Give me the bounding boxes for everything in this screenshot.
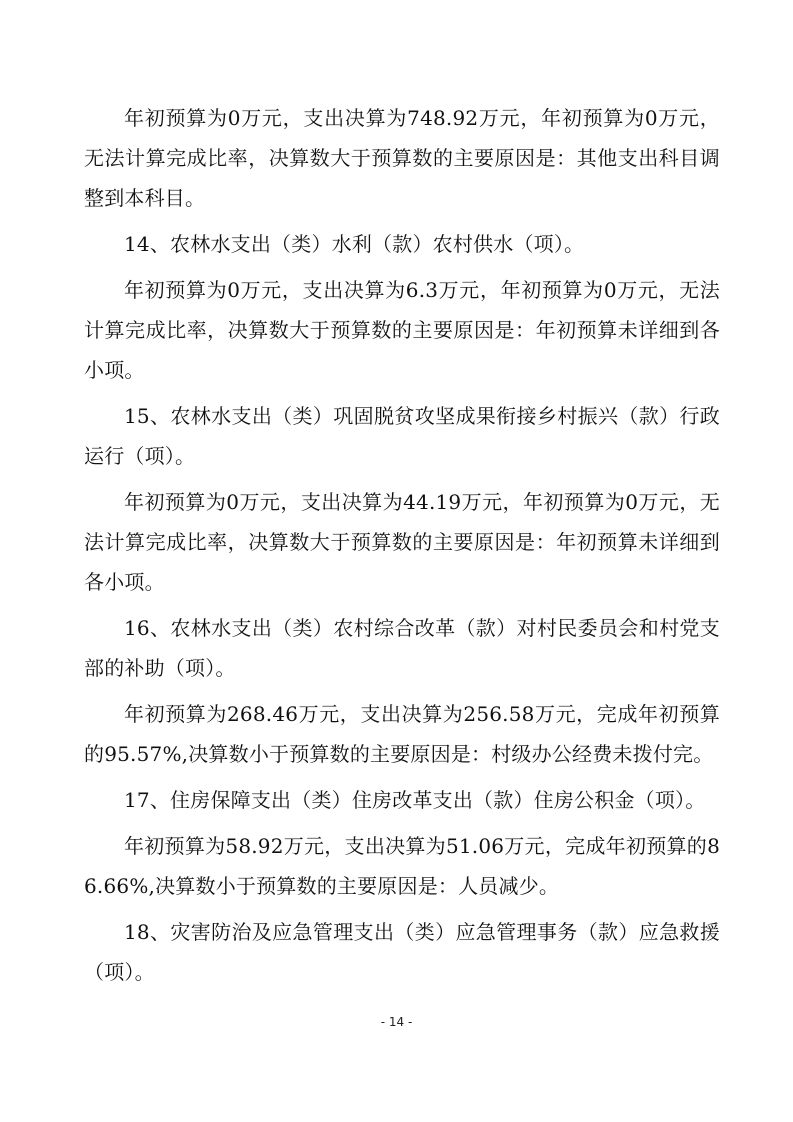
document-body [84, 98, 720, 998]
paragraph-budget-note-14: 年初预算为0万元，支出决算为6.3万元，年初预算为0万元，无法计算完成比率，决算数大于预算数的主要原因是：年初预算未详细到各小项。 [84, 278, 720, 382]
paragraph-budget-note-16: 年初预算为268.46万元，支出决算为256.58万元，完成年初预算的95.57%,决算数小于预算数的主要原因是：村级办公经费未拨付完。 [84, 702, 720, 766]
heading-item-14: 14、农林水支出（类）水利（款）农村供水（项）。 [124, 232, 585, 256]
page-number: - 14 - [380, 1015, 413, 1029]
paragraph-budget-note-15: 年初预算为0万元，支出决算为44.19万元，年初预算为0万元，无法计算完成比率，决算数大于预算数的主要原因是：年初预算未详细到各小项。 [84, 490, 720, 594]
heading-item-18: 18、灾害防治及应急管理支出（类）应急管理事务（款）应急救援（项）。 [84, 920, 720, 984]
heading-item-17: 17、住房保障支出（类）住房改革支出（款）住房公积金（项）。 [124, 788, 706, 812]
heading-item-15: 15、农林水支出（类）巩固脱贫攻坚成果衔接乡村振兴（款）行政运行（项）。 [84, 404, 720, 468]
paragraph-budget-note-17: 年初预算为58.92万元，支出决算为51.06万元，完成年初预算的86.66%,决算数小于预算数的主要原因是：人员减少。 [84, 834, 720, 898]
paragraph-budget-note-13: 年初预算为0万元，支出决算为748.92万元，年初预算为0万元，无法计算完成比率，决算数大于预算数的主要原因是：其他支出科目调整到本科目。 [84, 106, 720, 210]
heading-item-16: 16、农林水支出（类）农村综合改革（款）对村民委员会和村党支部的补助（项）。 [84, 616, 720, 680]
